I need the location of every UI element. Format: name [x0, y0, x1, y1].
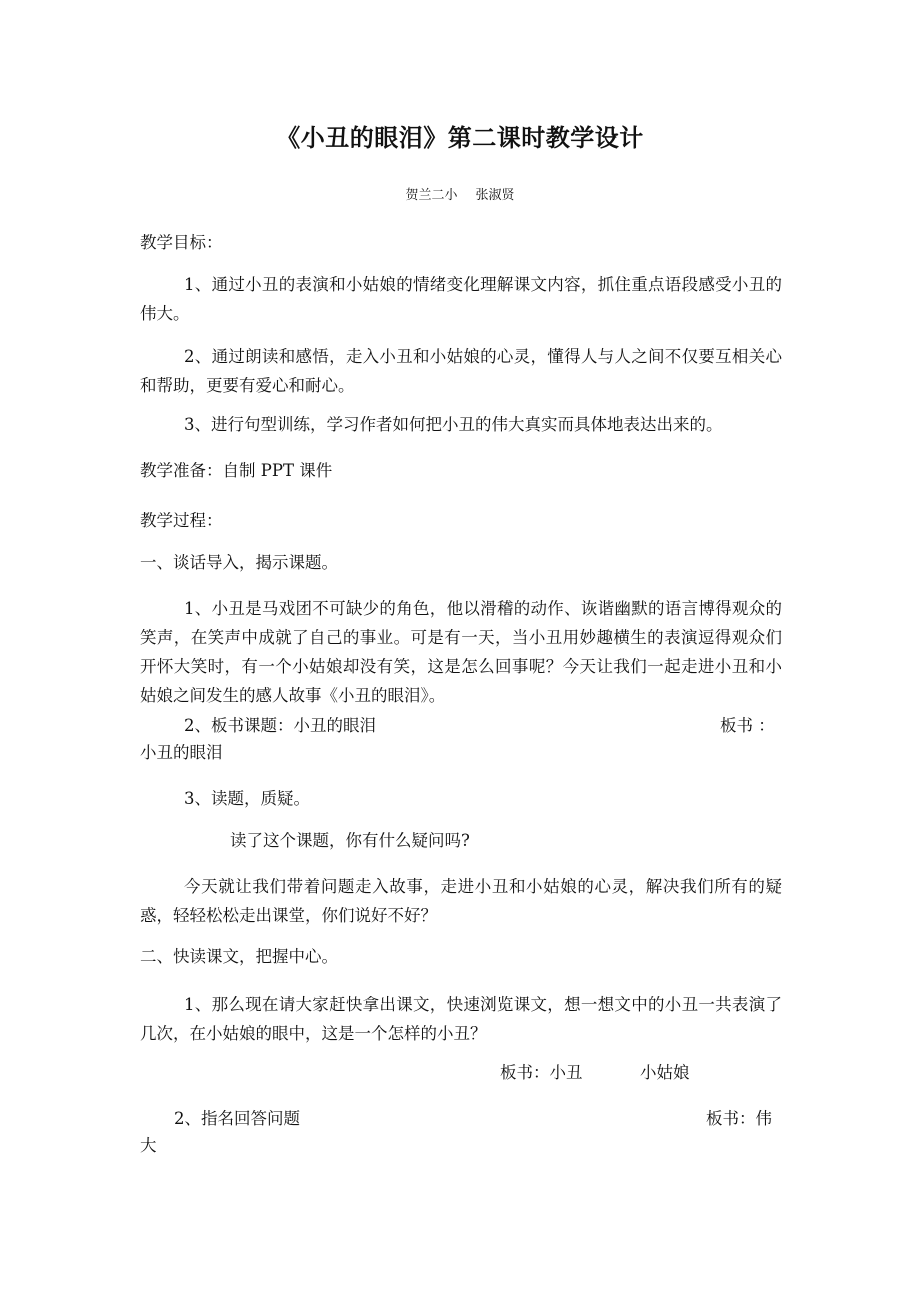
section2-heading: 二、快读课文，把握中心。 — [140, 947, 338, 966]
section2-item2: 2、指名回答问题 — [174, 1109, 300, 1128]
goal-1: 1、通过小丑的表演和小姑娘的情绪变化理解课文内容，抓住重点语段感受小丑的伟大。 — [140, 275, 782, 323]
board-label-title: 板书 ： — [720, 716, 775, 735]
board-value-1: 小姑娘 — [640, 1063, 690, 1082]
board-label-2: 板书：伟 — [706, 1109, 772, 1128]
process-heading: 教学过程： — [140, 511, 223, 530]
section2-item1: 1、那么现在请大家赶快拿出课文，快速浏览课文，想一想文中的小丑一共表演了几次，在小姑娘的眼中，这是一个怎样的小丑？ — [140, 995, 782, 1043]
section1-closing: 今天就让我们带着问题走入故事，走进小丑和小姑娘的心灵，解决我们所有的疑惑，轻轻松松走出课堂，你们说好不好？ — [140, 877, 782, 925]
goal-2: 2、通过朗读和感悟，走入小丑和小姑娘的心灵，懂得人与人之间不仅要互相关心和帮助，更要有爱心和耐心。 — [140, 347, 782, 395]
author-name: 张淑贤 — [475, 188, 515, 203]
goals-heading: 教学目标： — [140, 233, 223, 252]
section1-item2: 2、板书课题：小丑的眼泪 — [184, 716, 376, 735]
prep-line: 教学准备：自制 PPT 课件 — [140, 461, 333, 480]
author-line — [0, 184, 920, 203]
board-value-title: 小丑的眼泪 — [140, 743, 223, 762]
section1-question: 读了这个课题，你有什么疑问吗? — [230, 831, 470, 850]
document-title: 《小丑的眼泪》第二课时教学设计 — [276, 124, 644, 152]
section1-item1: 1、小丑是马戏团不可缺少的角色，他以滑稽的动作、诙谐幽默的语言博得观众的笑声，在笑声中成就了自己的事业。可是有一天，当小丑用妙趣横生的表演逗得观众们开怀大笑时，有一个小姑娘却没有笑，这是怎么回事呢？今天让我们一起走进小丑和小姑娘之间发生的感人故事《小丑的眼泪》。 — [140, 599, 782, 705]
board-label-1: 板书：小丑 — [500, 1063, 583, 1082]
author-school: 贺兰二小 — [405, 188, 458, 203]
section1-item3: 3、读题，质疑。 — [184, 789, 310, 808]
goal-3: 3、进行句型训练，学习作者如何把小丑的伟大真实而具体地表达出来的。 — [184, 415, 723, 434]
board-tail-2: 大 — [140, 1136, 157, 1155]
section1-heading: 一、谈话导入，揭示课题。 — [140, 553, 338, 572]
